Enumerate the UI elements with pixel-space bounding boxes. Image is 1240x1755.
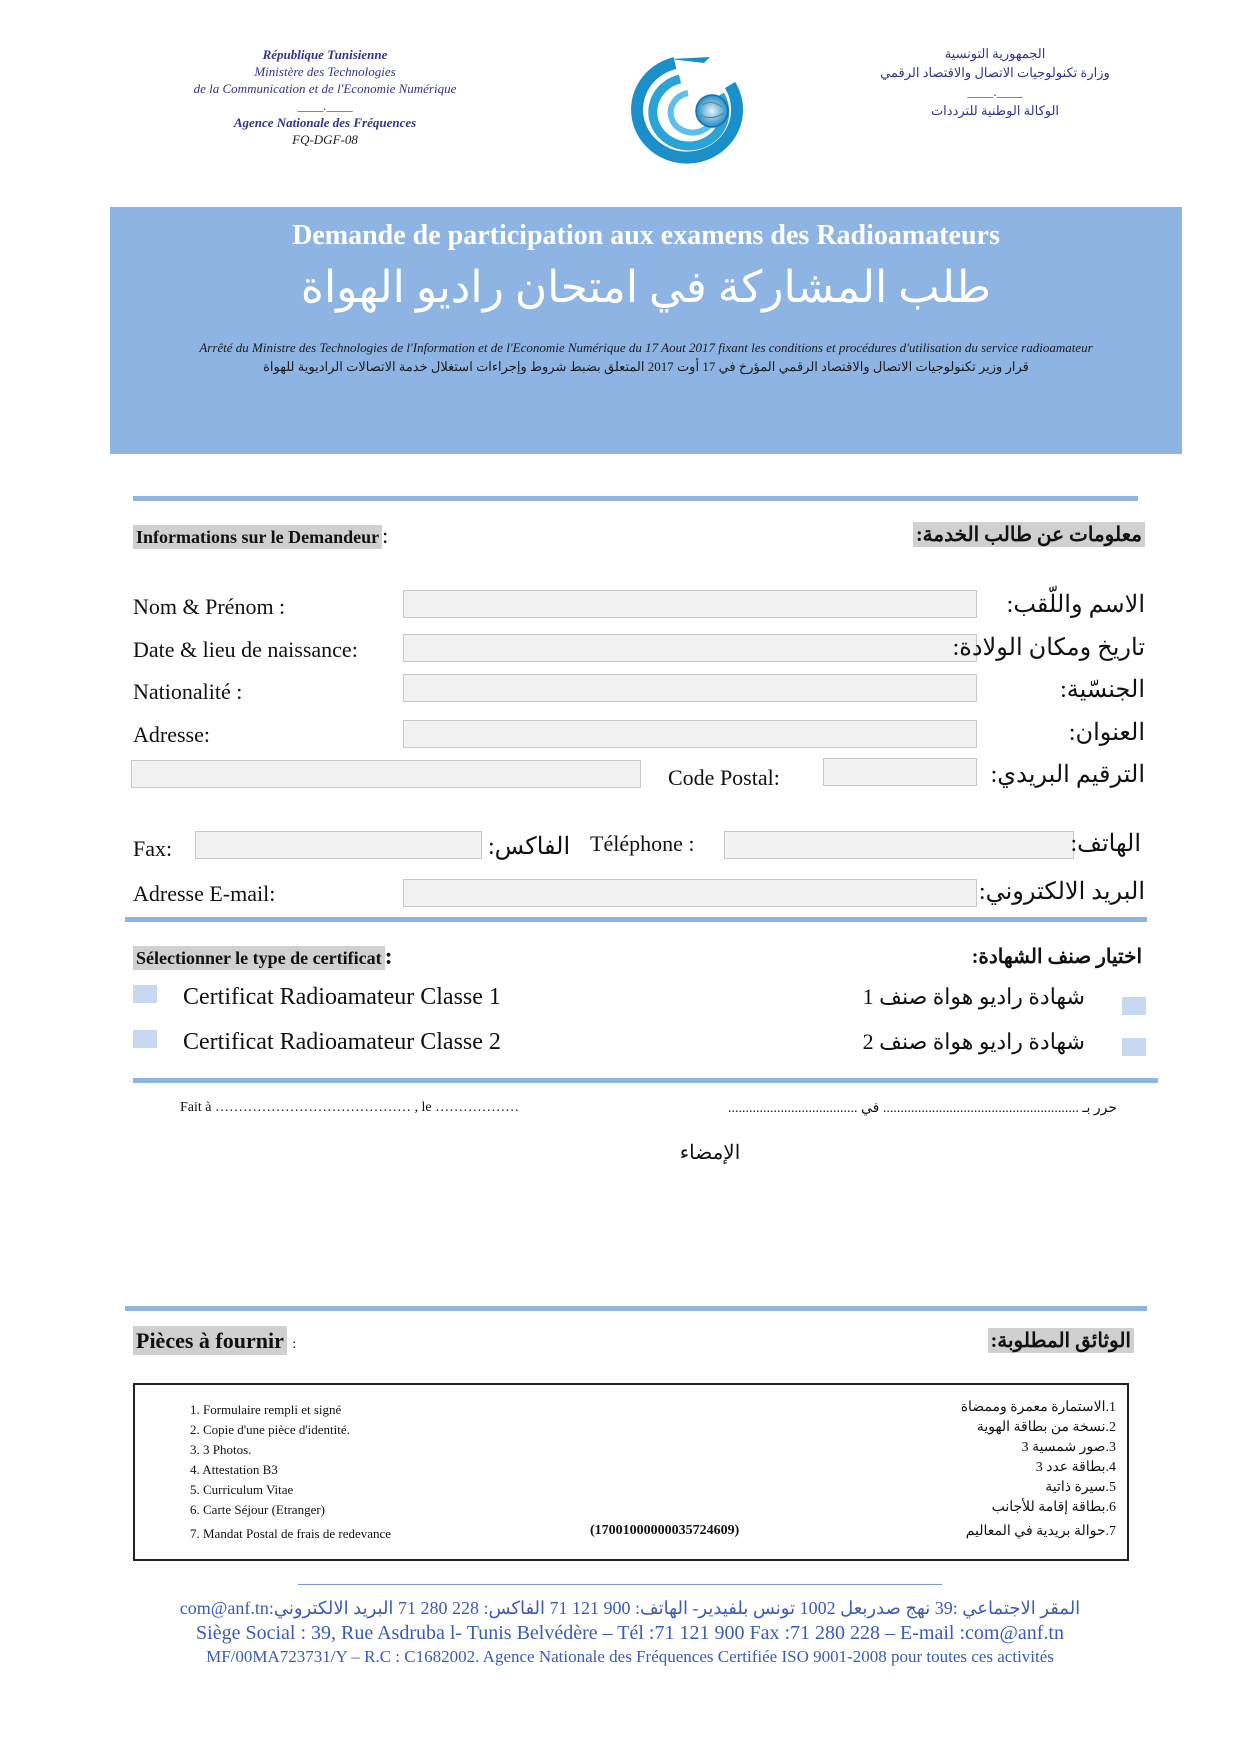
- mandat-account-number: (17001000000035724609): [590, 1523, 740, 1538]
- documents-list-ar: [816, 1398, 1116, 1542]
- birth-label-ar: تاريخ ومكان الولادة:: [952, 635, 1145, 661]
- section-colon: :: [382, 523, 389, 548]
- document-item-ar: 7.حوالة بريدية في المعاليم: [965, 1524, 1116, 1539]
- section-colon: :: [292, 1337, 297, 1352]
- class1-label-fr: Certificat Radioamateur Classe 1: [183, 984, 501, 1010]
- header-arabic-block: [870, 44, 1120, 120]
- anf-logo: [600, 55, 750, 165]
- nationality-label-fr: Nationalité :: [133, 679, 243, 704]
- form-title-fr: Demande de participation aux examens des Radioamateurs: [292, 220, 1000, 251]
- footer-legal: MF/00MA723731/Y – R.C : C1682002. Agence Nationale des Fréquences Certifiée ISO 9001-2008 pour toutes ces activités: [206, 1647, 1054, 1666]
- class2-label-fr: Certificat Radioamateur Classe 2: [183, 1029, 501, 1055]
- fax-label-fr: Fax:: [133, 836, 173, 861]
- header-french-block: [160, 46, 490, 148]
- class2-checkbox-ar[interactable]: [1122, 1038, 1146, 1056]
- section-separator: [125, 917, 1147, 922]
- place-date-line-ar: حرر بـ ........................................................ في .....................................: [728, 1101, 1117, 1116]
- class1-checkbox[interactable]: [133, 985, 157, 1003]
- document-item-fr: 7. Mandat Postal de frais de redevance: [190, 1526, 392, 1541]
- nationality-field[interactable]: [403, 674, 977, 702]
- address-label-fr: Adresse:: [133, 722, 210, 747]
- email-label-ar: البريد الالكتروني:: [978, 879, 1145, 905]
- birth-field[interactable]: [403, 634, 977, 662]
- applicant-section-title-ar: معلومات عن طالب الخدمة:: [913, 522, 1145, 547]
- form-title-ar: طلب المشاركة في امتحان راديو الهواة: [300, 263, 992, 312]
- postal-label-ar: الترقيم البريدي:: [990, 762, 1145, 788]
- email-label-fr: Adresse E-mail:: [133, 881, 276, 906]
- section-separator: [133, 496, 1138, 501]
- document-item-fr: 5. Curriculum Vitae: [190, 1482, 294, 1497]
- address-label-ar: العنوان:: [1068, 720, 1145, 746]
- header-republic: République Tunisienne: [262, 47, 388, 62]
- certificate-section-label: Sélectionner le type de certificat: [133, 946, 385, 970]
- documents-section-title-ar: الوثائق المطلوبة:: [988, 1328, 1134, 1353]
- class2-checkbox[interactable]: [133, 1030, 157, 1048]
- documents-section-label: Pièces à fournir: [133, 1326, 287, 1355]
- place-date-line-fr: Fait à …………………………………… , le ………………: [180, 1100, 520, 1115]
- documents-list-fr: [190, 1400, 391, 1544]
- document-item-fr: 4. Attestation B3: [190, 1462, 278, 1477]
- document-item-ar: 2.نسخة من بطاقة الهوية: [976, 1420, 1116, 1435]
- document-item-fr: 1. Formulaire rempli et signé: [190, 1402, 342, 1417]
- certificate-section-title-ar: اختيار صنف الشهادة:: [971, 946, 1142, 968]
- certificate-section-title-fr: [133, 944, 393, 971]
- header-divider-ar: ____.____: [967, 84, 1023, 99]
- document-item-ar: 5.سيرة ذاتية: [1045, 1480, 1116, 1495]
- footer-address-ar: المقر الاجتماعي :39 نهج صدربعل 1002 تونس بلفيدير- الهاتف: 900 121 71 الفاكس: 228 280 71 البريد الالكتروني:com@anf.tn: [179, 1598, 1081, 1618]
- footer-address-fr: Siège Social : 39, Rue Asdruba l- Tunis Belvédère – Tél :71 121 900 Fax :71 280 228 – E-mail :com@anf.tn: [196, 1622, 1064, 1644]
- birth-label-fr: Date & lieu de naissance:: [133, 637, 358, 662]
- document-item-ar: 1.الاستمارة معمرة وممضاة: [960, 1400, 1116, 1415]
- signature-label: الإمضاء: [679, 1142, 741, 1164]
- postal-label-fr: Code Postal:: [668, 765, 780, 790]
- header-agency: Agence Nationale des Fréquences: [233, 115, 417, 130]
- address-field-line2[interactable]: [131, 760, 641, 788]
- document-item-ar: 6.بطاقة إقامة للأجانب: [991, 1500, 1116, 1515]
- document-item-ar: 4.بطاقة عدد 3: [1035, 1460, 1116, 1475]
- header-republic-ar: الجمهورية التونسية: [944, 46, 1046, 61]
- postal-code-field[interactable]: [823, 758, 977, 786]
- applicant-section-title-fr: [133, 523, 388, 549]
- phone-label-ar: الهاتف:: [1070, 831, 1141, 857]
- header-divider: ____.____: [297, 98, 353, 113]
- fax-field[interactable]: [195, 831, 482, 859]
- footer-rule: ____________________________________________________________________________________________: [298, 1572, 942, 1587]
- email-field[interactable]: [403, 879, 977, 907]
- decree-reference-fr: Arrêté du Ministre des Technologies de l'Information et de l'Economie Numérique du 17 Aout 2017 fixant les conditions et procédures d'utilisation du service radioamateur: [199, 340, 1093, 355]
- header-form-code: FQ-DGF-08: [292, 132, 358, 147]
- header-ministry-line2: de la Communication et de l'Economie Numérique: [193, 81, 457, 96]
- documents-section-title-fr: [133, 1328, 296, 1354]
- decree-reference-ar: قرار وزير تكنولوجيات الاتصال والاقتصاد الرقمي المؤرخ في 17 أوت 2017 المتعلق بضبط شروط وإجراءات استغلال خدمة الاتصالات الراديوية للهواة: [263, 359, 1029, 374]
- header-ministry-line1: Ministère des Technologies: [254, 64, 396, 79]
- document-item-fr: 3. 3 Photos.: [190, 1442, 252, 1457]
- header-ministry-ar: وزارة تكنولوجيات الاتصال والاقتصاد الرقمي: [880, 65, 1110, 80]
- document-item-ar: 3.صور شمسية 3: [1021, 1440, 1116, 1455]
- nationality-label-ar: الجنسّية:: [1060, 677, 1145, 703]
- phone-field[interactable]: [724, 831, 1074, 859]
- header-agency-ar: الوكالة الوطنية للترددات: [930, 103, 1060, 118]
- name-label-fr: Nom & Prénom :: [133, 594, 286, 619]
- name-field[interactable]: [403, 590, 977, 618]
- document-item-fr: 2. Copie d'une pièce d'identité.: [190, 1422, 350, 1437]
- class2-label-ar: شهادة راديو هواة صنف 2: [862, 1029, 1085, 1054]
- name-label-ar: الاسم واللّقب:: [1006, 592, 1145, 618]
- class1-checkbox-ar[interactable]: [1122, 997, 1146, 1015]
- section-separator: [133, 1078, 1158, 1083]
- document-item-fr: 6. Carte Séjour (Etranger): [190, 1502, 326, 1517]
- address-field[interactable]: [403, 720, 977, 748]
- section-colon: :: [384, 944, 393, 970]
- applicant-section-label: Informations sur le Demandeur: [133, 525, 382, 549]
- section-separator: [125, 1306, 1147, 1311]
- fax-label-ar: الفاكس:: [488, 834, 571, 860]
- class1-label-ar: شهادة راديو هواة صنف 1: [862, 984, 1085, 1009]
- phone-label-fr: Téléphone :: [590, 831, 695, 856]
